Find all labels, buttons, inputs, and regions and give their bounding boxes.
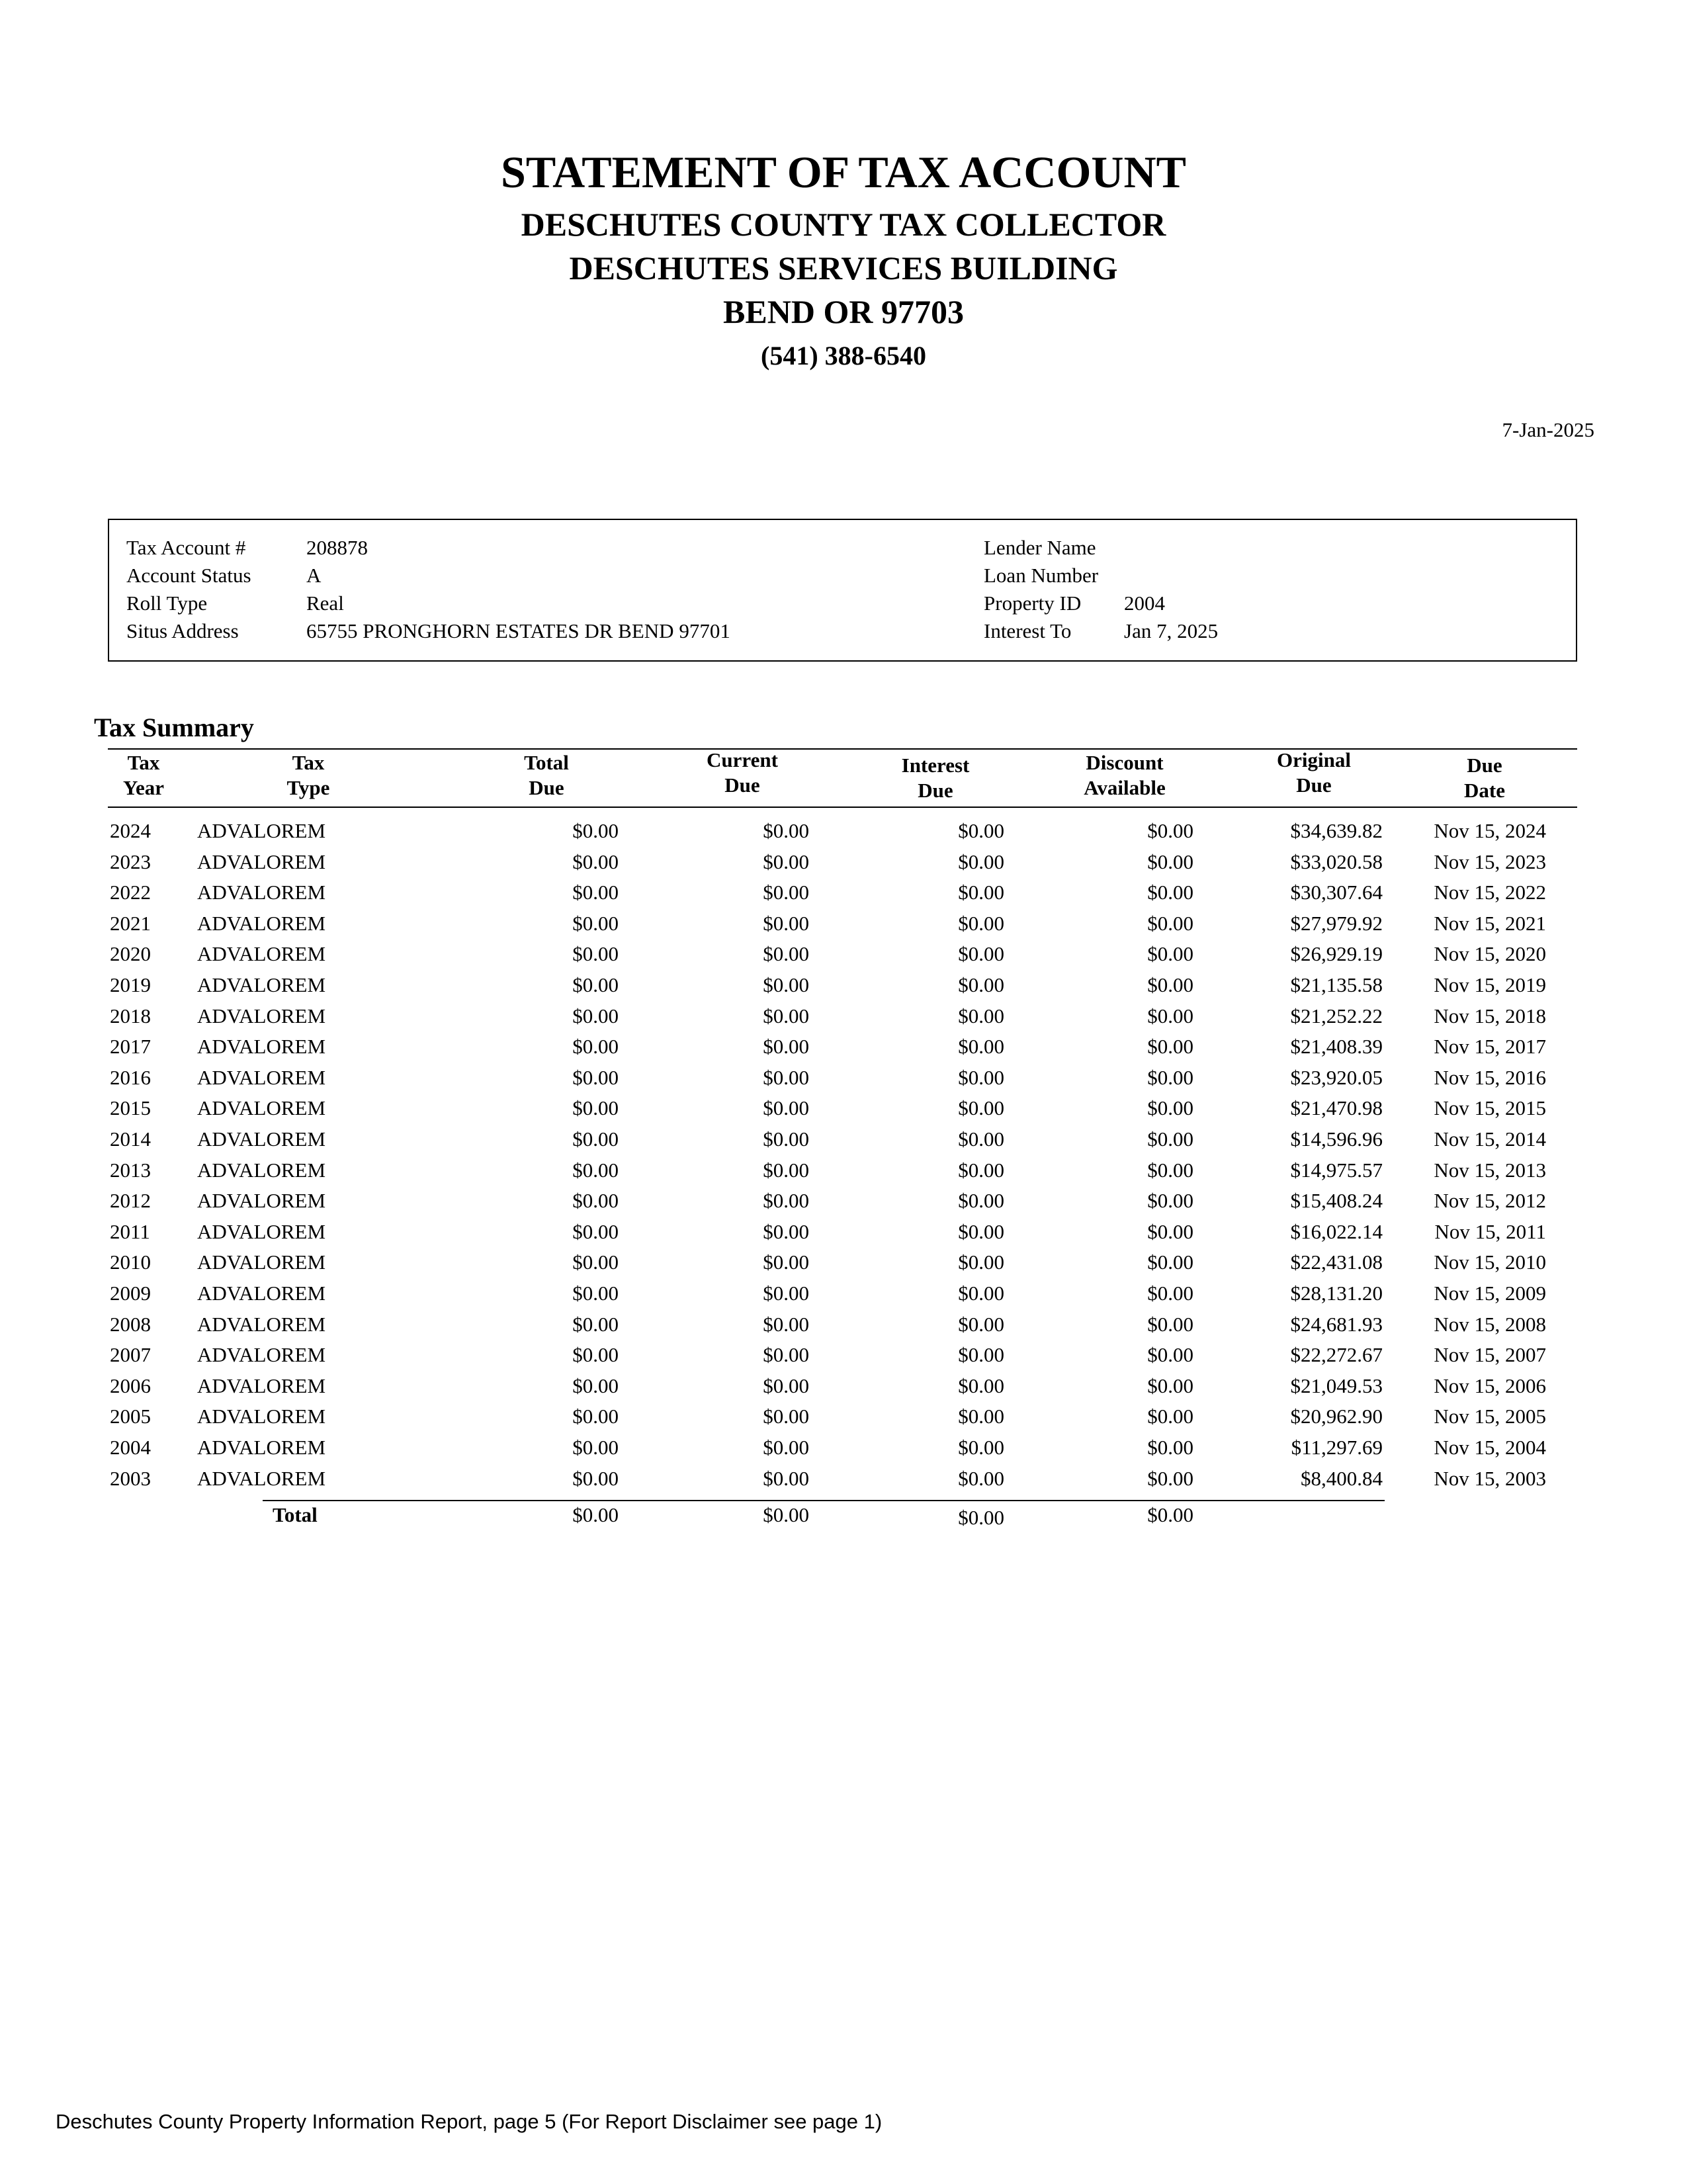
column-header-line: Due: [724, 773, 760, 797]
discount-cell: $0.00: [1147, 1343, 1193, 1366]
current-due-cell: $0.00: [763, 1066, 809, 1089]
discount-cell: $0.00: [1147, 1066, 1193, 1089]
tax-type-cell: ADVALOREM: [197, 1467, 326, 1490]
tax-type-cell: ADVALOREM: [197, 973, 326, 996]
column-header-due-date: [1405, 753, 1564, 803]
discount-cell: $0.00: [1147, 1250, 1193, 1274]
interest-due-cell: $0.00: [958, 1096, 1004, 1119]
original-due-cell: $15,408.24: [1290, 1189, 1383, 1212]
original-due-cell: $21,252.22: [1290, 1004, 1383, 1027]
account-status-value: A: [306, 564, 322, 587]
interest-due-cell: $0.00: [958, 912, 1004, 935]
interest-due-cell: $0.00: [958, 1282, 1004, 1305]
report-date: 7-Jan-2025: [1502, 418, 1594, 441]
tax-account-value: 208878: [306, 536, 368, 559]
interest-due-cell: $0.00: [958, 1405, 1004, 1428]
current-due-cell: $0.00: [763, 1250, 809, 1274]
account-status-label: Account Status: [126, 564, 251, 587]
property-id-label: Property ID: [984, 591, 1082, 615]
current-due-cell: $0.00: [763, 1405, 809, 1428]
interest-due-cell: $0.00: [958, 1158, 1004, 1182]
due-date-cell: Nov 15, 2005: [1434, 1405, 1546, 1428]
discount-cell: $0.00: [1147, 1467, 1193, 1490]
total-due-cell: $0.00: [572, 973, 619, 996]
discount-cell: $0.00: [1147, 1220, 1193, 1243]
discount-sum: $0.00: [1147, 1503, 1193, 1526]
current-due-cell: $0.00: [763, 1004, 809, 1027]
tax-type-cell: ADVALOREM: [197, 1282, 326, 1305]
tax-type-cell: ADVALOREM: [197, 1096, 326, 1119]
phone-number: (541) 388-6540: [761, 341, 926, 371]
tax-type-cell: ADVALOREM: [197, 1035, 326, 1058]
original-due-cell: $16,022.14: [1290, 1220, 1383, 1243]
tax-year-cell: 2007: [110, 1343, 151, 1366]
original-due-cell: $11,297.69: [1291, 1436, 1383, 1459]
summary-header-rule: [108, 807, 1577, 808]
total-due-sum: $0.00: [572, 1503, 619, 1526]
total-due-cell: $0.00: [572, 1374, 619, 1397]
due-date-cell: Nov 15, 2006: [1434, 1374, 1546, 1397]
interest-due-cell: $0.00: [958, 1250, 1004, 1274]
total-due-cell: $0.00: [572, 819, 619, 842]
situs-address-value: 65755 PRONGHORN ESTATES DR BEND 97701: [306, 619, 730, 642]
due-date-cell: Nov 15, 2024: [1434, 819, 1546, 842]
interest-due-cell: $0.00: [958, 942, 1004, 965]
loan-number-label: Loan Number: [984, 564, 1099, 587]
tax-year-cell: 2020: [110, 942, 151, 965]
city-state-zip: BEND OR 97703: [723, 293, 964, 330]
tax-year-cell: 2004: [110, 1436, 151, 1459]
due-date-cell: Nov 15, 2009: [1434, 1282, 1546, 1305]
total-due-cell: $0.00: [572, 1250, 619, 1274]
original-due-cell: $22,272.67: [1290, 1343, 1383, 1366]
discount-cell: $0.00: [1147, 1096, 1193, 1119]
column-header-line: Current: [707, 748, 778, 771]
interest-due-cell: $0.00: [958, 1436, 1004, 1459]
total-due-cell: $0.00: [572, 1467, 619, 1490]
total-due-cell: $0.00: [572, 1405, 619, 1428]
total-due-cell: $0.00: [572, 1127, 619, 1151]
column-header-line: Due: [1296, 773, 1332, 797]
total-due-cell: $0.00: [572, 1313, 619, 1336]
column-header-interest-due: [856, 753, 1015, 803]
tax-year-cell: 2019: [110, 973, 151, 996]
current-due-cell: $0.00: [763, 1343, 809, 1366]
tax-year-cell: 2008: [110, 1313, 151, 1336]
discount-cell: $0.00: [1147, 1313, 1193, 1336]
due-date-cell: Nov 15, 2023: [1434, 850, 1546, 873]
collector-name: DESCHUTES COUNTY TAX COLLECTOR: [521, 206, 1166, 243]
current-due-sum: $0.00: [763, 1503, 809, 1526]
total-due-cell: $0.00: [572, 912, 619, 935]
original-due-cell: $14,596.96: [1290, 1127, 1383, 1151]
tax-type-cell: ADVALOREM: [197, 1158, 326, 1182]
tax-type-cell: ADVALOREM: [197, 1220, 326, 1243]
page-footer: Deschutes County Property Information Report, page 5 (For Report Disclaimer see page 1): [56, 2110, 883, 2133]
current-due-cell: $0.00: [763, 850, 809, 873]
current-due-cell: $0.00: [763, 1189, 809, 1212]
tax-year-cell: 2012: [110, 1189, 151, 1212]
total-due-cell: $0.00: [572, 1220, 619, 1243]
due-date-cell: Nov 15, 2019: [1434, 973, 1546, 996]
current-due-cell: $0.00: [763, 1096, 809, 1119]
column-header-tax-type: [229, 750, 388, 801]
building-name: DESCHUTES SERVICES BUILDING: [569, 249, 1118, 286]
due-date-cell: Nov 15, 2010: [1434, 1250, 1546, 1274]
current-due-cell: $0.00: [763, 819, 809, 842]
tax-year-cell: 2011: [110, 1220, 150, 1243]
discount-cell: $0.00: [1147, 1004, 1193, 1027]
original-due-cell: $21,135.58: [1290, 973, 1383, 996]
tax-year-cell: 2024: [110, 819, 151, 842]
column-header-line: Discount: [1086, 751, 1164, 774]
discount-cell: $0.00: [1147, 1374, 1193, 1397]
column-header-line: Original: [1277, 748, 1351, 771]
interest-due-sum: $0.00: [958, 1506, 1004, 1529]
original-due-cell: $20,962.90: [1290, 1405, 1383, 1428]
due-date-cell: Nov 15, 2011: [1434, 1220, 1546, 1243]
original-due-cell: $21,049.53: [1290, 1374, 1383, 1397]
original-due-cell: $30,307.64: [1290, 881, 1383, 904]
tax-type-cell: ADVALOREM: [197, 1250, 326, 1274]
tax-year-cell: 2022: [110, 881, 151, 904]
interest-due-cell: $0.00: [958, 973, 1004, 996]
tax-type-cell: ADVALOREM: [197, 1343, 326, 1366]
tax-year-cell: 2017: [110, 1035, 151, 1058]
total-due-cell: $0.00: [572, 1282, 619, 1305]
column-header-line: Date: [1464, 779, 1505, 802]
column-header-tax-year: [64, 750, 223, 801]
due-date-cell: Nov 15, 2014: [1434, 1127, 1546, 1151]
discount-cell: $0.00: [1147, 1158, 1193, 1182]
current-due-cell: $0.00: [763, 1282, 809, 1305]
interest-due-cell: $0.00: [958, 1035, 1004, 1058]
column-header-line: Due: [529, 776, 564, 799]
current-due-cell: $0.00: [763, 1313, 809, 1336]
column-header-total-due: [467, 750, 626, 801]
interest-to-label: Interest To: [984, 619, 1072, 642]
lender-name-label: Lender Name: [984, 536, 1096, 559]
column-header-original-due: [1234, 748, 1393, 798]
tax-type-cell: ADVALOREM: [197, 942, 326, 965]
due-date-cell: Nov 15, 2022: [1434, 881, 1546, 904]
total-due-cell: $0.00: [572, 1004, 619, 1027]
interest-due-cell: $0.00: [958, 819, 1004, 842]
tax-summary-title: Tax Summary: [94, 713, 254, 742]
interest-due-cell: $0.00: [958, 1189, 1004, 1212]
tax-year-cell: 2018: [110, 1004, 151, 1027]
column-header-line: Interest: [901, 754, 970, 777]
tax-type-cell: ADVALOREM: [197, 1066, 326, 1089]
current-due-cell: $0.00: [763, 1436, 809, 1459]
tax-year-cell: 2003: [110, 1467, 151, 1490]
discount-cell: $0.00: [1147, 1282, 1193, 1305]
interest-due-cell: $0.00: [958, 850, 1004, 873]
discount-cell: $0.00: [1147, 1035, 1193, 1058]
roll-type-label: Roll Type: [126, 591, 208, 615]
due-date-cell: Nov 15, 2013: [1434, 1158, 1546, 1182]
page-title: STATEMENT OF TAX ACCOUNT: [501, 147, 1186, 197]
tax-year-cell: 2021: [110, 912, 151, 935]
interest-due-cell: $0.00: [958, 1220, 1004, 1243]
tax-account-label: Tax Account #: [126, 536, 246, 559]
tax-type-cell: ADVALOREM: [197, 850, 326, 873]
total-due-cell: $0.00: [572, 1096, 619, 1119]
tax-year-cell: 2009: [110, 1282, 151, 1305]
current-due-cell: $0.00: [763, 1467, 809, 1490]
original-due-cell: $23,920.05: [1290, 1066, 1383, 1089]
situs-address-label: Situs Address: [126, 619, 239, 642]
total-label: Total: [273, 1503, 318, 1526]
tax-type-cell: ADVALOREM: [197, 1313, 326, 1336]
interest-due-cell: $0.00: [958, 1343, 1004, 1366]
tax-type-cell: ADVALOREM: [197, 1189, 326, 1212]
tax-type-cell: ADVALOREM: [197, 1374, 326, 1397]
original-due-cell: $24,681.93: [1290, 1313, 1383, 1336]
total-due-cell: $0.00: [572, 1066, 619, 1089]
discount-cell: $0.00: [1147, 819, 1193, 842]
current-due-cell: $0.00: [763, 1374, 809, 1397]
due-date-cell: Nov 15, 2018: [1434, 1004, 1546, 1027]
tax-type-cell: ADVALOREM: [197, 1405, 326, 1428]
tax-year-cell: 2010: [110, 1250, 151, 1274]
column-header-line: Due: [1467, 754, 1502, 777]
column-header-line: Type: [286, 776, 330, 799]
due-date-cell: Nov 15, 2021: [1434, 912, 1546, 935]
discount-cell: $0.00: [1147, 850, 1193, 873]
tax-type-cell: ADVALOREM: [197, 819, 326, 842]
interest-due-cell: $0.00: [958, 1374, 1004, 1397]
discount-cell: $0.00: [1147, 973, 1193, 996]
due-date-cell: Nov 15, 2020: [1434, 942, 1546, 965]
discount-cell: $0.00: [1147, 912, 1193, 935]
current-due-cell: $0.00: [763, 1127, 809, 1151]
column-header-line: Available: [1084, 776, 1166, 799]
account-info-box: [108, 519, 1577, 662]
total-due-cell: $0.00: [572, 1343, 619, 1366]
discount-cell: $0.00: [1147, 881, 1193, 904]
column-header-line: Tax: [292, 751, 325, 774]
original-due-cell: $21,408.39: [1290, 1035, 1383, 1058]
tax-year-cell: 2014: [110, 1127, 151, 1151]
due-date-cell: Nov 15, 2004: [1434, 1436, 1546, 1459]
due-date-cell: Nov 15, 2017: [1434, 1035, 1546, 1058]
interest-due-cell: $0.00: [958, 1127, 1004, 1151]
original-due-cell: $26,929.19: [1290, 942, 1383, 965]
total-due-cell: $0.00: [572, 1189, 619, 1212]
due-date-cell: Nov 15, 2007: [1434, 1343, 1546, 1366]
total-due-cell: $0.00: [572, 1035, 619, 1058]
column-header-line: Due: [918, 779, 953, 802]
tax-year-cell: 2023: [110, 850, 151, 873]
discount-cell: $0.00: [1147, 1189, 1193, 1212]
tax-year-cell: 2006: [110, 1374, 151, 1397]
tax-type-cell: ADVALOREM: [197, 1004, 326, 1027]
tax-year-cell: 2016: [110, 1066, 151, 1089]
current-due-cell: $0.00: [763, 1220, 809, 1243]
original-due-cell: $22,431.08: [1290, 1250, 1383, 1274]
due-date-cell: Nov 15, 2015: [1434, 1096, 1546, 1119]
total-rule: [263, 1500, 1385, 1501]
total-due-cell: $0.00: [572, 850, 619, 873]
current-due-cell: $0.00: [763, 942, 809, 965]
tax-type-cell: ADVALOREM: [197, 912, 326, 935]
due-date-cell: Nov 15, 2012: [1434, 1189, 1546, 1212]
original-due-cell: $8,400.84: [1301, 1467, 1383, 1490]
column-header-line: Tax: [127, 751, 160, 774]
total-due-cell: $0.00: [572, 942, 619, 965]
total-due-cell: $0.00: [572, 881, 619, 904]
current-due-cell: $0.00: [763, 1035, 809, 1058]
interest-due-cell: $0.00: [958, 1313, 1004, 1336]
original-due-cell: $14,975.57: [1290, 1158, 1383, 1182]
discount-cell: $0.00: [1147, 1127, 1193, 1151]
original-due-cell: $33,020.58: [1290, 850, 1383, 873]
original-due-cell: $34,639.82: [1290, 819, 1383, 842]
property-id-value: 2004: [1124, 591, 1165, 615]
current-due-cell: $0.00: [763, 973, 809, 996]
roll-type-value: Real: [306, 591, 344, 615]
discount-cell: $0.00: [1147, 1405, 1193, 1428]
tax-year-cell: 2015: [110, 1096, 151, 1119]
column-header-discount-available: [1045, 750, 1204, 801]
interest-due-cell: $0.00: [958, 1066, 1004, 1089]
discount-cell: $0.00: [1147, 942, 1193, 965]
original-due-cell: $21,470.98: [1290, 1096, 1383, 1119]
interest-due-cell: $0.00: [958, 881, 1004, 904]
due-date-cell: Nov 15, 2016: [1434, 1066, 1546, 1089]
interest-due-cell: $0.00: [958, 1467, 1004, 1490]
due-date-cell: Nov 15, 2008: [1434, 1313, 1546, 1336]
tax-type-cell: ADVALOREM: [197, 1127, 326, 1151]
total-due-cell: $0.00: [572, 1158, 619, 1182]
total-due-cell: $0.00: [572, 1436, 619, 1459]
tax-type-cell: ADVALOREM: [197, 1436, 326, 1459]
column-header-current-due: [663, 748, 822, 798]
current-due-cell: $0.00: [763, 912, 809, 935]
tax-year-cell: 2005: [110, 1405, 151, 1428]
interest-to-value: Jan 7, 2025: [1124, 619, 1219, 642]
current-due-cell: $0.00: [763, 1158, 809, 1182]
column-header-line: Total: [524, 751, 569, 774]
interest-due-cell: $0.00: [958, 1004, 1004, 1027]
due-date-cell: Nov 15, 2003: [1434, 1467, 1546, 1490]
tax-year-cell: 2013: [110, 1158, 151, 1182]
current-due-cell: $0.00: [763, 881, 809, 904]
original-due-cell: $28,131.20: [1290, 1282, 1383, 1305]
tax-type-cell: ADVALOREM: [197, 881, 326, 904]
column-header-line: Year: [123, 776, 164, 799]
original-due-cell: $27,979.92: [1290, 912, 1383, 935]
discount-cell: $0.00: [1147, 1436, 1193, 1459]
